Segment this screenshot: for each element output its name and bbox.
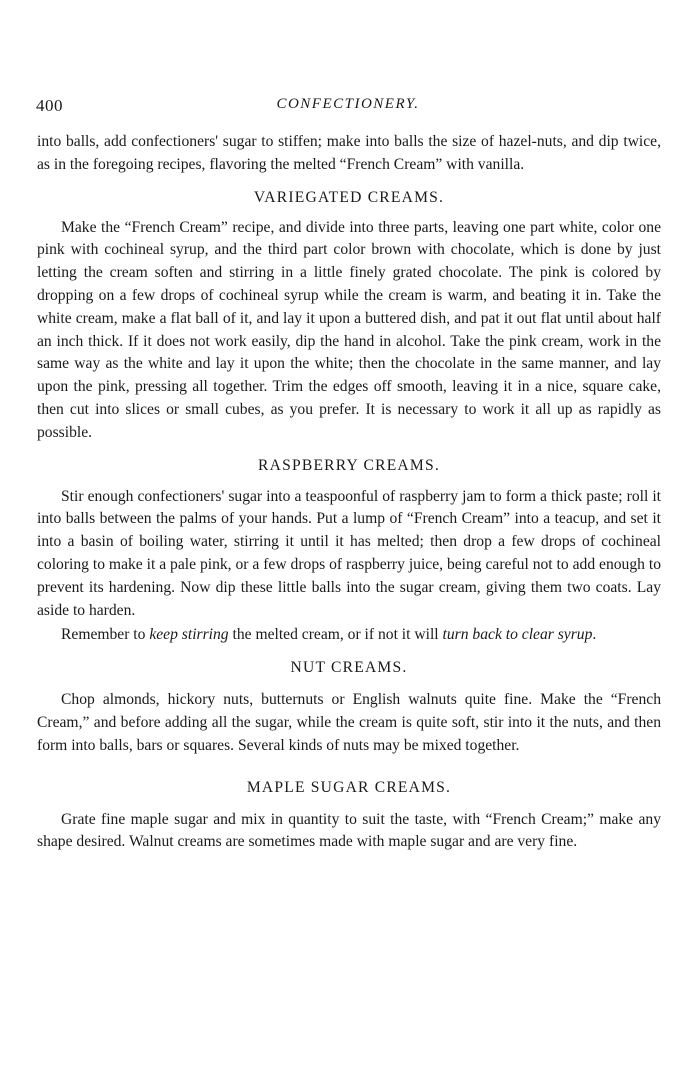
raspberry-creams-paragraph: Stir enough confectioners' sugar into a teaspoonful of raspberry jam to form a thick paste; roll it into balls between the palms of your hands. Put a lump of “French Cream” into a teacup, and set it into a basin of boiling water, stirring it until it has melted; then drop a few drops of cochineal coloring to make it a pale pink, or a few drops of raspberry juice, being careful not to add enough to prevent its hardening. Now dip these little balls into the sugar cream, giving them two coats. Lay aside to harden. [37, 487, 661, 619]
note-emphasis-keep-stirring: keep stirring [149, 626, 229, 644]
maple-sugar-creams-paragraph: Grate fine maple sugar and mix in quantity to suit the taste, with “French Cream;” make any shape desired. Walnut creams are sometimes made with maple sugar and are very fine. [37, 810, 661, 851]
nut-creams-heading: NUT CREAMS. [290, 659, 408, 677]
nut-creams-paragraph: Chop almonds, hickory nuts, butternuts or English walnuts quite fine. Make the “French Cream,” and before adding all the sugar, while the cream is quite soft, stir into it the nuts, and then form into balls, bars or squares. Several kinds of nuts may be mixed together. [37, 691, 661, 754]
note-emphasis-turn-back: turn back to clear syrup [442, 626, 593, 644]
page-number: 400 [36, 96, 63, 115]
running-head [36, 96, 660, 120]
intro-paragraph: into balls, add confectioners' sugar to stiffen; make into balls the size of hazel-nuts, and dip twice, as in the foregoing recipes, flavoring the melted “French Cream” with vanilla. [37, 133, 661, 173]
variegated-creams-paragraph: Make the “French Cream” recipe, and divide into three parts, leaving one part white, color one pink with cochineal syrup, and the third part color brown with chocolate, which is done by just letting the cream soften and stirring in a little finely grated chocolate. The pink is colored by dropping on a few drops of cochineal syrup while the cream is warm, and beating it in. Take the white cream, make a flat ball of it, and lay it upon a buttered dish, and pat it out flat until about half an inch thick. If it does not work easily, dip the hand in alcohol. Take the pink cream, work in the same way as the white and lay it upon the white; then the chocolate in the same manner, and lay upon the pink, pressing all together. Trim the edges off smooth, leaving it in a nice, square cake, then cut into slices or small cubes, as you prefer. It is necessary to work it all up as rapidly as possible. [37, 218, 661, 441]
variegated-creams-heading: VARIEGATED CREAMS. [253, 188, 445, 206]
page-body [37, 131, 661, 854]
note-text-end: . [592, 626, 597, 644]
raspberry-creams-heading: RASPBERRY CREAMS. [258, 456, 440, 474]
raspberry-creams-note [37, 624, 661, 647]
running-title: CONFECTIONERY. [276, 96, 420, 112]
note-text-start: Remember to [61, 626, 150, 644]
note-text-middle: the melted cream, or if not it will [228, 626, 443, 644]
maple-sugar-creams-heading: MAPLE SUGAR CREAMS. [246, 778, 452, 796]
